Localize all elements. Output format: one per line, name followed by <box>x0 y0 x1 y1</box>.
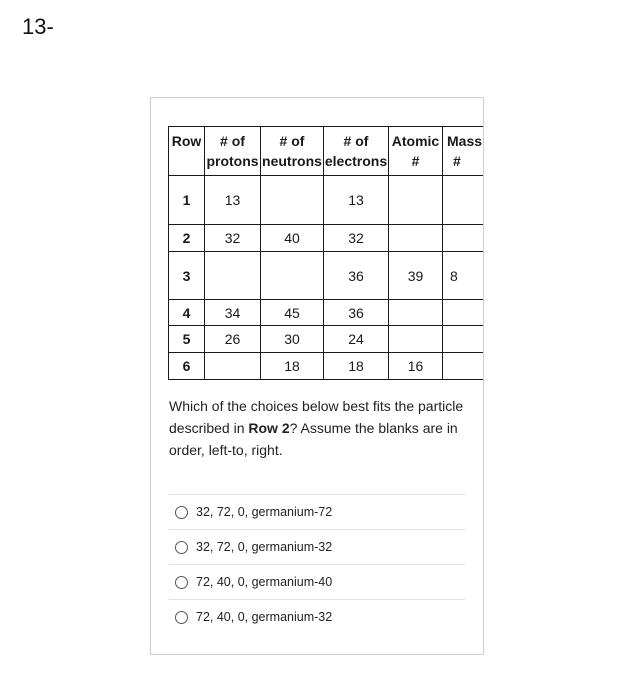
header-electrons: # of electrons <box>324 127 389 176</box>
header-row: Row <box>169 127 205 176</box>
atomic-number-cell <box>389 326 443 353</box>
table-container <box>168 126 484 382</box>
question-card <box>150 97 484 655</box>
protons-cell: 13 <box>205 176 261 225</box>
atomic-number-cell <box>389 176 443 225</box>
protons-cell: 26 <box>205 326 261 353</box>
header-mass-number: Mass # <box>443 127 485 176</box>
protons-cell: 32 <box>205 225 261 252</box>
row-number: 6 <box>169 353 205 380</box>
atomic-number-cell: 39 <box>389 252 443 300</box>
neutrons-cell: 45 <box>261 300 324 326</box>
answer-choices <box>169 494 465 634</box>
prompt-text-end: ? Assume the blanks are in order, left-to, right. <box>169 420 458 458</box>
table-row <box>169 300 485 326</box>
table-row <box>169 225 485 252</box>
row-number: 1 <box>169 176 205 225</box>
atomic-number-cell: 16 <box>389 353 443 380</box>
mass-number-cell <box>443 176 485 225</box>
atomic-number-cell <box>389 300 443 326</box>
header-neutrons: # of neutrons <box>261 127 324 176</box>
mass-number-cell <box>443 225 485 252</box>
answer-choice[interactable] <box>169 564 465 599</box>
electrons-cell: 32 <box>324 225 389 252</box>
header-protons: # of protons <box>205 127 261 176</box>
electrons-cell: 36 <box>324 300 389 326</box>
question-number: 13- <box>22 14 54 39</box>
row-number: 5 <box>169 326 205 353</box>
neutrons-cell: 18 <box>261 353 324 380</box>
neutrons-cell <box>261 176 324 225</box>
choice-label: 72, 40, 0, germanium-40 <box>196 575 333 589</box>
choice-label: 32, 72, 0, germanium-72 <box>196 505 333 519</box>
mass-number-cell <box>443 326 485 353</box>
row-number: 4 <box>169 300 205 326</box>
radio-button-icon[interactable] <box>175 541 188 554</box>
choice-label: 72, 40, 0, germanium-32 <box>196 610 333 624</box>
prompt-row-reference: Row 2 <box>248 420 290 436</box>
row-number: 2 <box>169 225 205 252</box>
neutrons-cell <box>261 252 324 300</box>
mass-number-cell <box>443 353 485 380</box>
radio-button-icon[interactable] <box>175 611 188 624</box>
electrons-cell: 13 <box>324 176 389 225</box>
prompt-text-start: Which of the choices below best fits the particle described in <box>169 398 464 436</box>
answer-choice[interactable] <box>169 494 465 529</box>
row-number: 3 <box>169 252 205 300</box>
table-row <box>169 252 485 300</box>
header-atomic-number: Atomic # <box>389 127 443 176</box>
radio-button-icon[interactable] <box>175 576 188 589</box>
choice-label: 32, 72, 0, germanium-32 <box>196 540 333 554</box>
question-prompt <box>169 395 469 461</box>
answer-choice[interactable] <box>169 599 465 634</box>
table-row <box>169 353 485 380</box>
protons-cell: 34 <box>205 300 261 326</box>
atomic-number-cell <box>389 225 443 252</box>
electrons-cell: 36 <box>324 252 389 300</box>
neutrons-cell: 30 <box>261 326 324 353</box>
radio-button-icon[interactable] <box>175 506 188 519</box>
table-row <box>169 326 485 353</box>
neutrons-cell: 40 <box>261 225 324 252</box>
protons-cell <box>205 252 261 300</box>
protons-cell <box>205 353 261 380</box>
electrons-cell: 24 <box>324 326 389 353</box>
electrons-cell: 18 <box>324 353 389 380</box>
table-row <box>169 176 485 225</box>
table-header-row <box>169 127 485 176</box>
answer-choice[interactable] <box>169 529 465 564</box>
mass-number-cell: 8 <box>443 252 485 300</box>
atom-table <box>168 126 484 380</box>
mass-number-cell <box>443 300 485 326</box>
